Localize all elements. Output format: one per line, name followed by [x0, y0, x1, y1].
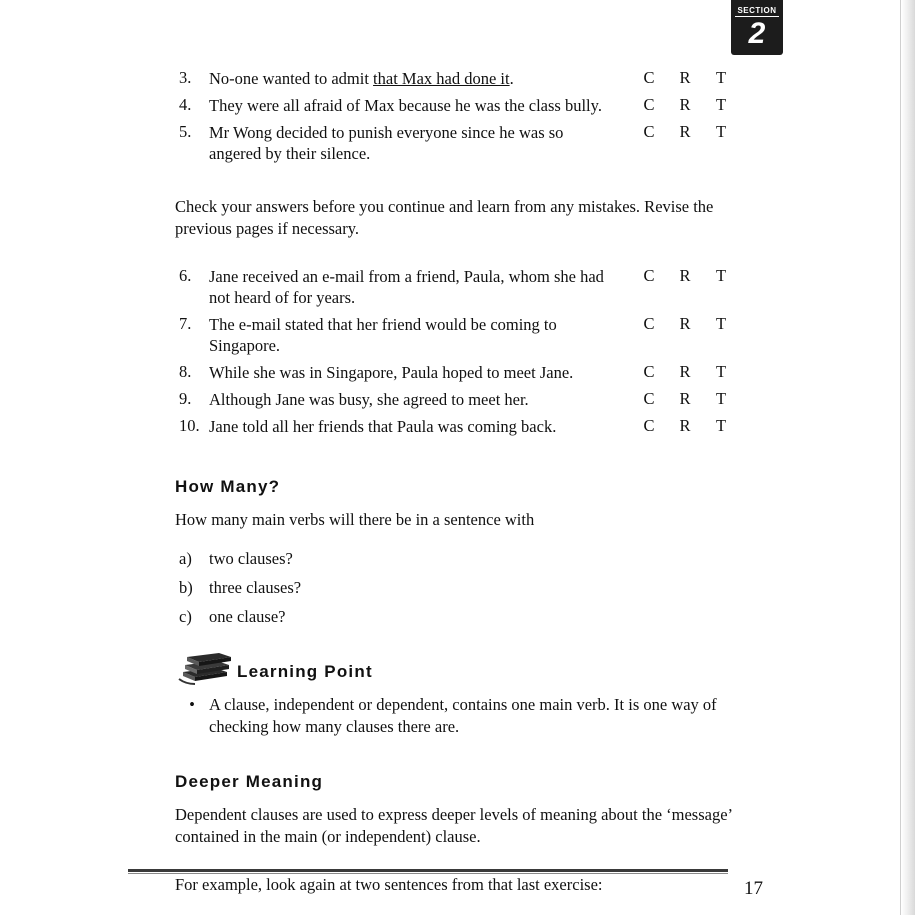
item-options — [635, 362, 735, 382]
option-r[interactable]: R — [679, 68, 691, 87]
section-tab — [731, 0, 783, 55]
option-text: two clauses? — [209, 549, 293, 568]
option-label: c) — [179, 607, 192, 626]
page-content — [175, 68, 735, 896]
option-label: b) — [179, 578, 193, 597]
learning-point-bullet — [175, 694, 735, 738]
learning-point-text: A clause, independent or dependent, contains one main verb. It is one way of checking how many clauses there are. — [209, 695, 717, 736]
item-text: Although Jane was busy, she agreed to meet her. — [209, 390, 529, 409]
deeper-meaning-heading: Deeper Meaning — [175, 772, 324, 791]
option-c[interactable]: C — [643, 266, 655, 285]
stack-of-books-icon — [175, 646, 237, 690]
item-number: 7. — [179, 314, 192, 333]
item-text: Mr Wong decided to punish everyone since he was so angered by their silence. — [209, 123, 564, 163]
option-t[interactable]: T — [715, 314, 727, 333]
deeper-meaning-paragraph: Dependent clauses are used to express deeper levels of meaning about the ‘message’ contained in the main (or independent) clause. — [175, 805, 732, 846]
check-answers-note: Check your answers before you continue and learn from any mistakes. Revise the previous pages if necessary. — [175, 197, 714, 238]
option-t[interactable]: T — [715, 95, 727, 114]
list-item — [175, 389, 735, 410]
list-item — [175, 362, 735, 383]
item-number: 6. — [179, 266, 192, 285]
item-options — [635, 389, 735, 409]
item-text: They were all afraid of Max because he was the class bully. — [209, 96, 602, 115]
item-number: 3. — [179, 68, 192, 87]
how-many-prompt: How many main verbs will there be in a sentence with — [175, 510, 535, 529]
item-options — [635, 122, 735, 142]
learning-point-header — [175, 654, 735, 688]
option-label: a) — [179, 549, 192, 568]
option-c[interactable]: C — [643, 122, 655, 141]
item-options — [635, 95, 735, 115]
footer-divider-thin — [128, 873, 728, 874]
option-r[interactable]: R — [679, 266, 691, 285]
list-item — [175, 607, 735, 627]
item-number: 5. — [179, 122, 192, 141]
page-edge-line — [900, 0, 901, 915]
list-item — [175, 95, 735, 116]
item-text: While she was in Singapore, Paula hoped to meet Jane. — [209, 363, 574, 382]
footer-divider — [128, 869, 728, 872]
deeper-meaning-example-intro: For example, look again at two sentences from that last exercise: — [175, 875, 603, 894]
option-c[interactable]: C — [643, 95, 655, 114]
list-item — [175, 578, 735, 598]
option-t[interactable]: T — [715, 362, 727, 381]
list-item — [175, 68, 735, 89]
item-options — [635, 314, 735, 334]
option-t[interactable]: T — [715, 416, 727, 435]
option-c[interactable]: C — [643, 389, 655, 408]
how-many-heading: How Many? — [175, 477, 281, 496]
option-r[interactable]: R — [679, 122, 691, 141]
item-text-before: No-one wanted to admit — [209, 69, 374, 88]
list-item — [175, 122, 735, 164]
option-c[interactable]: C — [643, 416, 655, 435]
option-c[interactable]: C — [643, 314, 655, 333]
item-number: 8. — [179, 362, 192, 381]
option-t[interactable]: T — [715, 389, 727, 408]
exercise-list-second — [175, 266, 735, 437]
option-r[interactable]: R — [679, 389, 691, 408]
item-options — [635, 68, 735, 88]
item-text-after: . — [509, 69, 514, 88]
item-number: 4. — [179, 95, 192, 114]
how-many-options — [175, 549, 735, 627]
learning-point-heading: Learning Point — [237, 662, 373, 681]
bullet-icon: • — [189, 695, 195, 714]
option-t[interactable]: T — [715, 266, 727, 285]
option-r[interactable]: R — [679, 416, 691, 435]
item-text: Jane told all her friends that Paula was coming back. — [209, 417, 557, 436]
item-number: 10. — [179, 416, 200, 435]
item-text-underlined: that Max had done it — [373, 69, 510, 88]
page-edge-shading — [901, 0, 915, 915]
option-r[interactable]: R — [679, 314, 691, 333]
item-text: The e-mail stated that her friend would be coming to Singapore. — [209, 315, 557, 355]
item-options — [635, 416, 735, 436]
option-r[interactable]: R — [679, 362, 691, 381]
option-text: three clauses? — [209, 578, 302, 597]
option-r[interactable]: R — [679, 95, 691, 114]
option-t[interactable]: T — [715, 68, 727, 87]
section-tab-label: SECTION — [737, 6, 777, 15]
item-number: 9. — [179, 389, 192, 408]
item-text: Jane received an e-mail from a friend, Paula, whom she had not heard of for years. — [209, 267, 604, 307]
page-number: 17 — [744, 878, 763, 899]
list-item — [175, 266, 735, 308]
option-c[interactable]: C — [643, 362, 655, 381]
section-tab-number: 2 — [748, 17, 766, 50]
list-item — [175, 314, 735, 356]
exercise-list-first — [175, 68, 735, 164]
option-text: one clause? — [209, 607, 286, 626]
list-item — [175, 549, 735, 569]
item-options — [635, 266, 735, 286]
list-item — [175, 416, 735, 437]
option-t[interactable]: T — [715, 122, 727, 141]
item-text — [209, 68, 627, 89]
option-c[interactable]: C — [643, 68, 655, 87]
